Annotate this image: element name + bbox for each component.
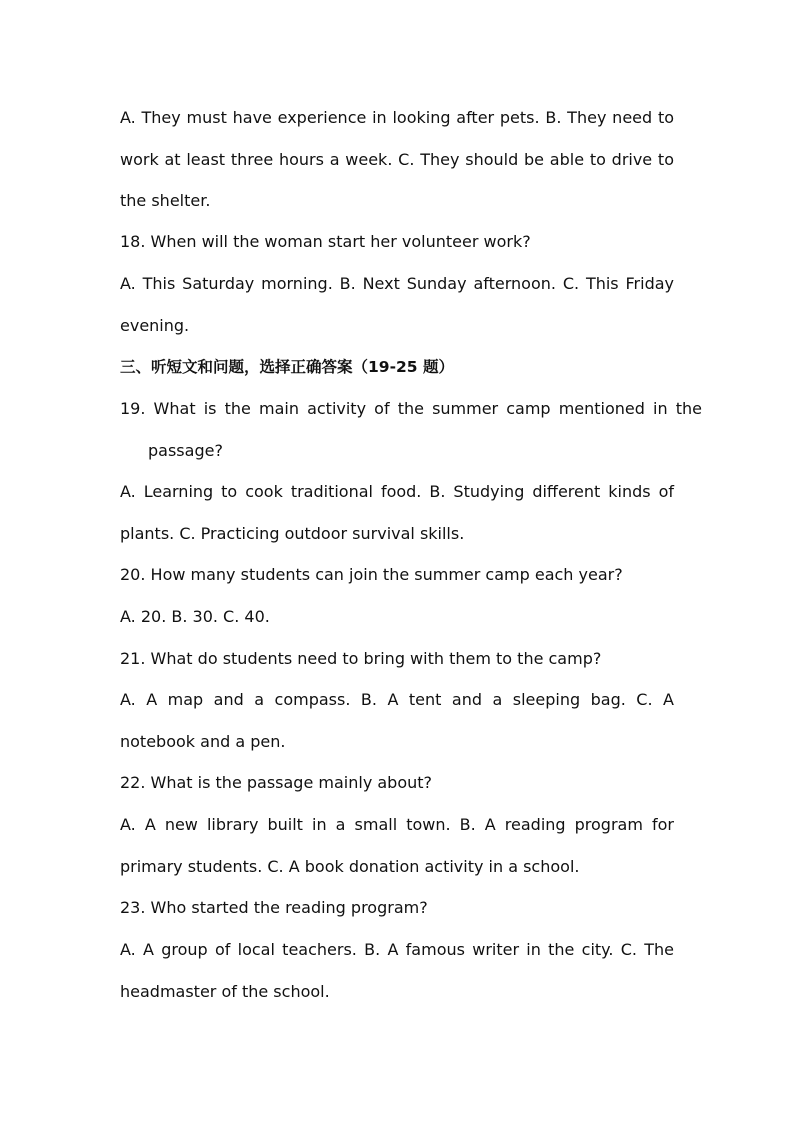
- q18-options: A. This Saturday morning. B. Next Sunday afternoon. C. This Friday evening.: [120, 274, 674, 335]
- q19-options: A. Learning to cook traditional food. B. Studying different kinds of plants. C. Practicing outdoor survival skills.: [120, 482, 674, 543]
- q22-options: A. A new library built in a small town. B. A reading program for primary students. C. A book donation activity in a school.: [120, 815, 674, 876]
- q22-question: 22. What is the passage mainly about?: [120, 773, 433, 792]
- q23-options: A. A group of local teachers. B. A famous writer in the city. C. The headmaster of the school.: [120, 940, 674, 1001]
- section-3-heading: 三、听短文和问题，选择正确答案（19-25 题）: [120, 358, 454, 376]
- q23-question: 23. Who started the reading program?: [120, 898, 428, 917]
- q19-question: 19. What is the main activity of the summer camp mentioned in the passage?: [120, 399, 702, 460]
- q21-question: 21. What do students need to bring with them to the camp?: [120, 649, 602, 668]
- q18-question: 18. When will the woman start her volunteer work?: [120, 232, 531, 251]
- q20-options: A. 20. B. 30. C. 40.: [120, 607, 270, 626]
- q21-options: A. A map and a compass. B. A tent and a sleeping bag. C. A notebook and a pen.: [120, 690, 674, 751]
- q17-options: A. They must have experience in looking after pets. B. They need to work at least three hours a week. C. They should be able to drive to the shelter.: [120, 108, 674, 211]
- q20-question: 20. How many students can join the summer camp each year?: [120, 565, 623, 584]
